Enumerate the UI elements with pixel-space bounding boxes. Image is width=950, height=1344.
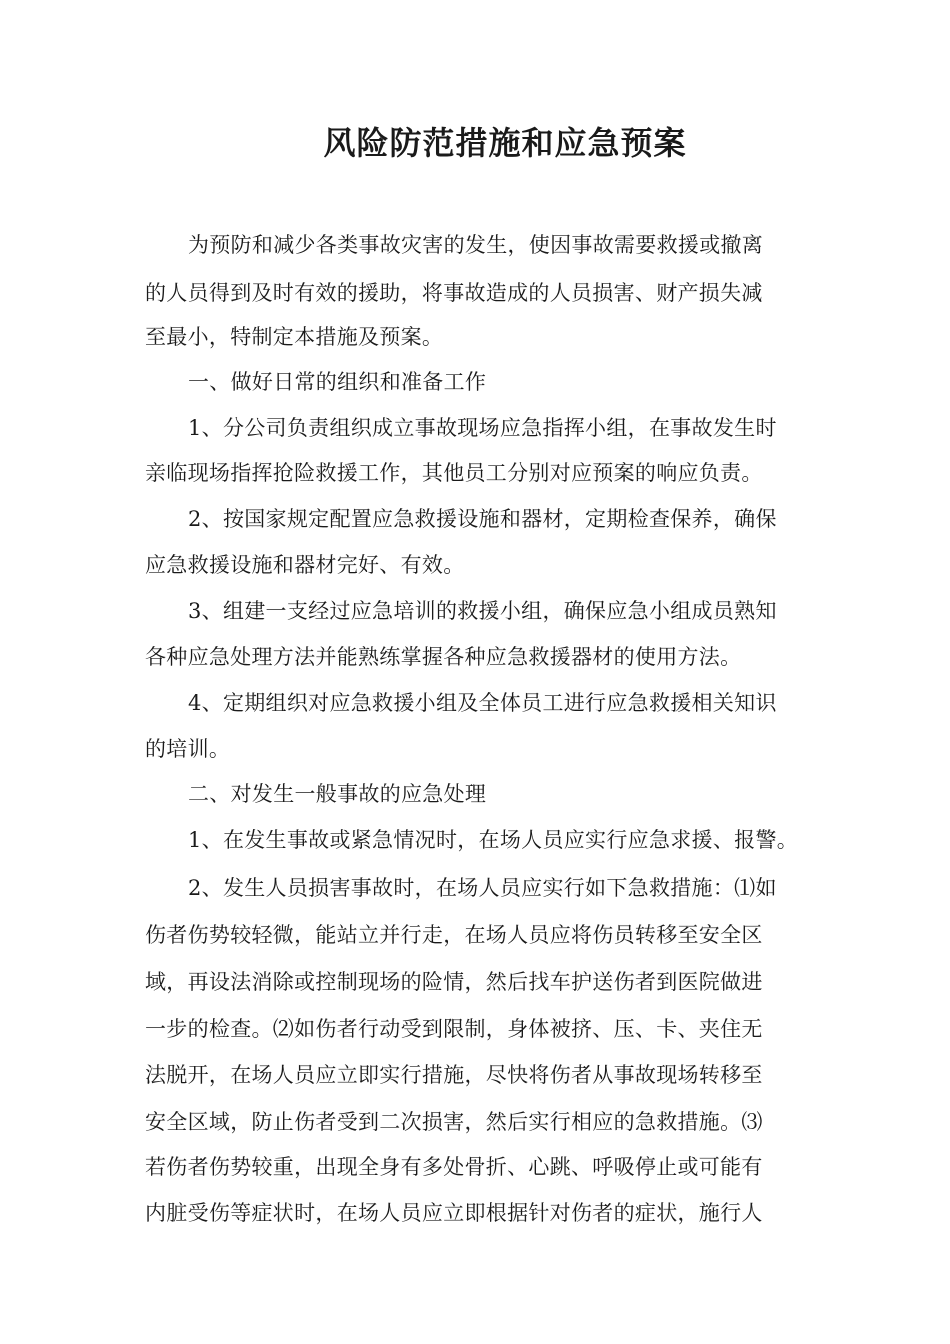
paragraph-line: 各种应急处理方法并能熟练掌握各种应急救援器材的使用方法。: [145, 645, 742, 669]
paragraph-line: 1、在发生事故或紧急情况时，在场人员应实行应急求援、报警。: [188, 828, 799, 852]
paragraph-line: 3、组建一支经过应急培训的救援小组，确保应急小组成员熟知: [188, 599, 777, 623]
paragraph-line: 应急救援设施和器材完好、有效。: [145, 553, 465, 577]
paragraph-line: 至最小，特制定本措施及预案。: [145, 325, 444, 349]
paragraph-line: 为预防和减少各类事故灾害的发生，使因事故需要救援或撤离: [188, 233, 764, 257]
section-heading: 二、对发生一般事故的应急处理: [188, 782, 487, 806]
paragraph-line: 域，再设法消除或控制现场的险情，然后找车护送伤者到医院做进: [145, 970, 763, 994]
paragraph-line: 内脏受伤等症状时，在场人员应立即根据针对伤者的症状，施行人: [145, 1201, 763, 1225]
paragraph-line: 安全区域，防止伤者受到二次损害，然后实行相应的急救措施。⑶: [145, 1110, 763, 1134]
paragraph-line: 法脱开，在场人员应立即实行措施，尽快将伤者从事故现场转移至: [145, 1063, 763, 1087]
paragraph-line: 的人员得到及时有效的援助，将事故造成的人员损害、财产损失减: [145, 281, 763, 305]
paragraph-line: 伤者伤势较轻微，能站立并行走，在场人员应将伤员转移至安全区: [145, 923, 763, 947]
paragraph-line: 2、按国家规定配置应急救援设施和器材，定期检查保养，确保: [188, 507, 777, 531]
paragraph-line: 4、定期组织对应急救援小组及全体员工进行应急救援相关知识: [188, 691, 777, 715]
paragraph-line: 2、发生人员损害事故时，在场人员应实行如下急救措施：⑴如: [188, 876, 777, 900]
paragraph-line: 若伤者伤势较重，出现全身有多处骨折、心跳、呼吸停止或可能有: [145, 1155, 763, 1179]
section-heading: 一、做好日常的组织和准备工作: [188, 370, 487, 394]
paragraph-line: 一步的检查。⑵如伤者行动受到限制，身体被挤、压、卡、夹住无: [145, 1017, 763, 1041]
paragraph-line: 亲临现场指挥抢险救援工作，其他员工分别对应预案的响应负责。: [145, 461, 763, 485]
paragraph-line: 1、分公司负责组织成立事故现场应急指挥小组，在事故发生时: [188, 416, 777, 440]
paragraph-line: 的培训。: [145, 737, 231, 761]
page-title: 风险防范措施和应急预案: [323, 124, 687, 162]
